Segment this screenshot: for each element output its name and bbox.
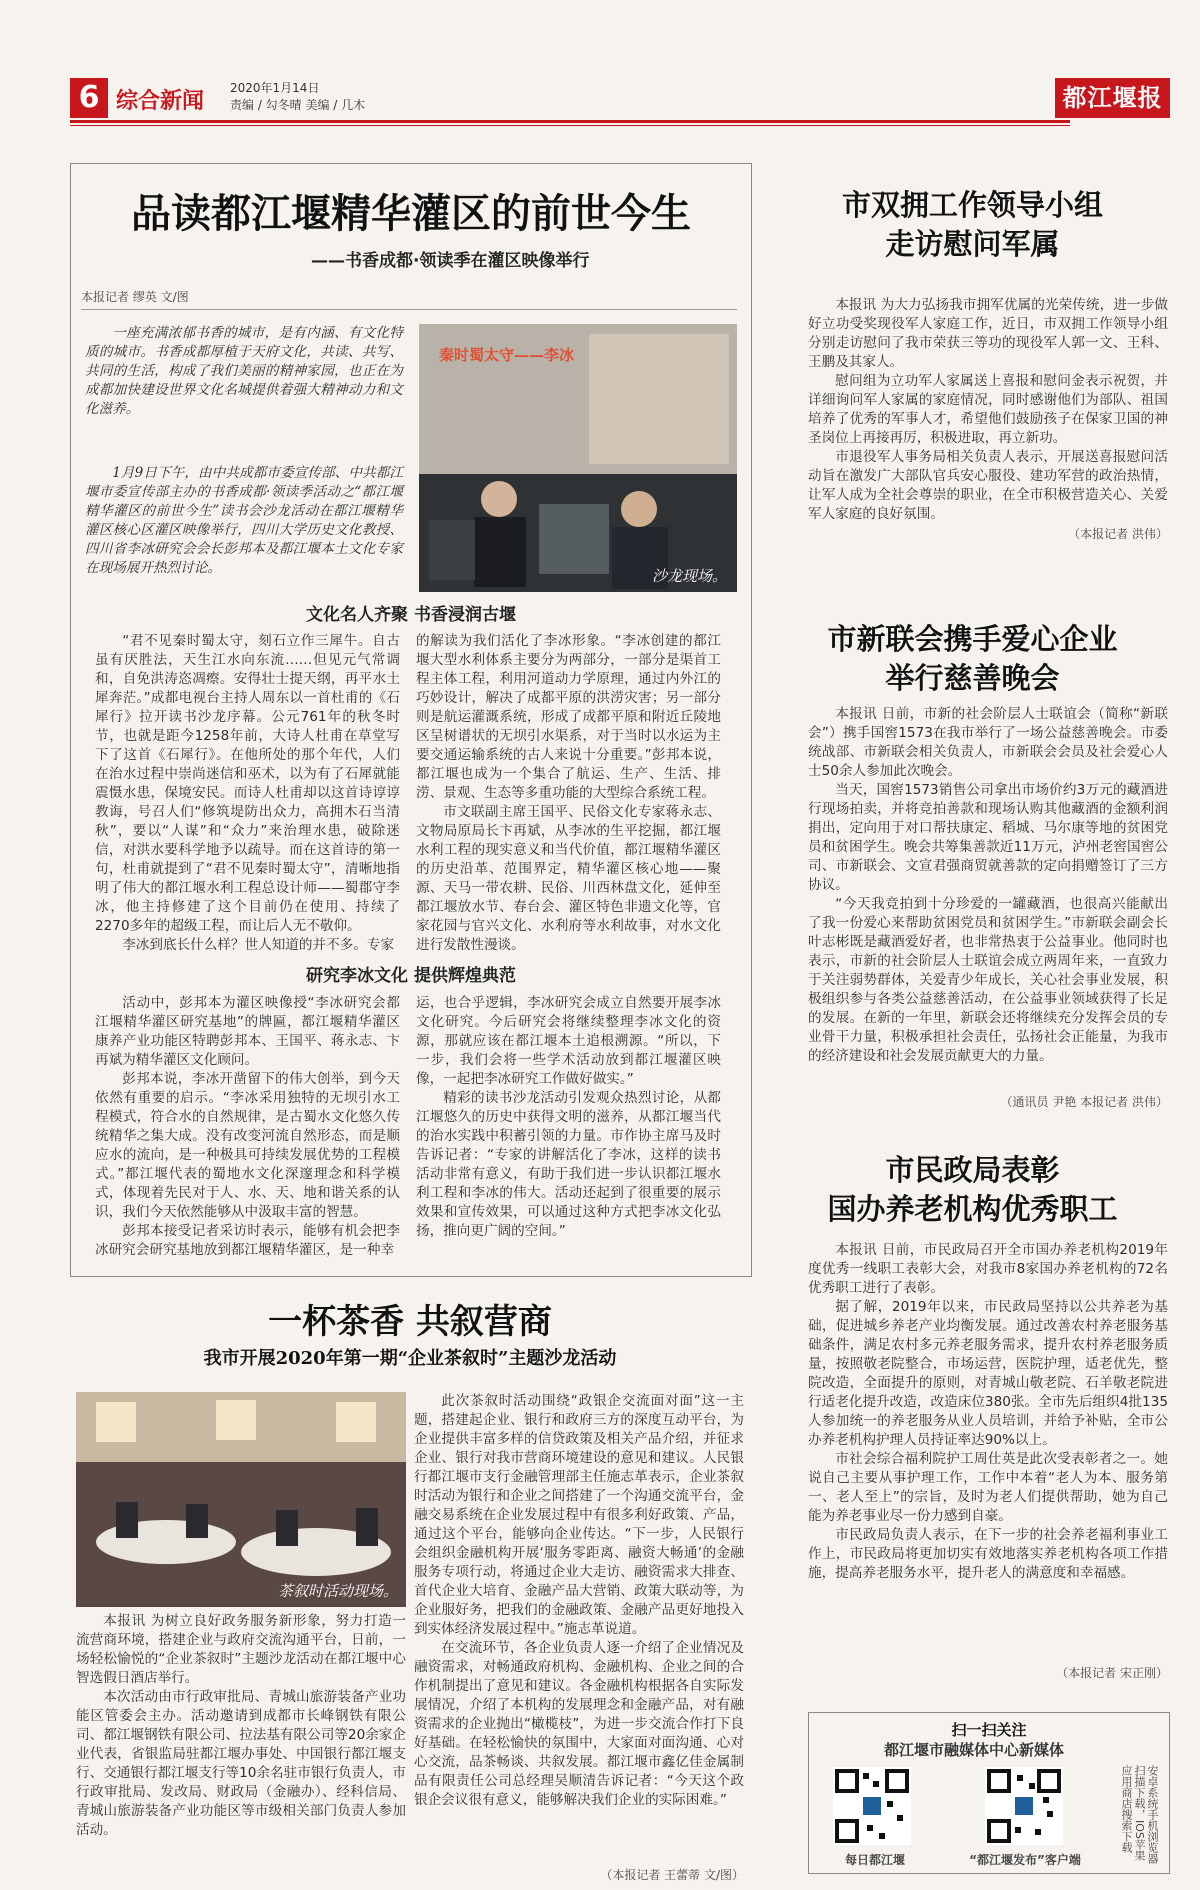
subheading-research: 研究李冰文化 提供辉煌典范 (306, 966, 516, 986)
article-title: 品读都江堰精华灌区的前世今生 (131, 190, 691, 237)
article2-signature: （本报记者 洪伟） (1068, 527, 1168, 541)
section-title: 综合新闻 (116, 89, 205, 114)
research-right-p1: 运，也合乎逻辑，李冰研究会成立自然要开展李冰文化研究。今后研究会将继续整理李冰文化的资源，那就应该在都江堰本土追根溯源。“所以，下一步，我们会将一些学术活动放到都江堰灌区映像，一起把李冰研究工作做好做实。” (416, 995, 721, 1087)
byline-rule (81, 309, 737, 310)
article4-title-line2: 国办养老机构优秀职工 (827, 1192, 1118, 1226)
photo-caption: 沙龙现场。 (651, 567, 727, 585)
article3-p3: “今天我竞拍到十分珍爱的一罐藏酒，也很高兴能献出了我一份爱心来帮助贫困党员和贫困学生。”市新联会副会长叶志彬既是藏酒爱好者，也非常热衷于公益事业。他同时也表示，市新的社会阶层人士联谊会成立两周年来，一直致力于关注弱势群体，关爱青少年成长，关心社会事业发展，积极组织参与各类公益慈善活动，在公益事业领域获得了长足的发展。在新的一年里，新联会还将继续充分发挥会员的专业骨干力量，积极承担社会责任，弘扬社会正能量，为我市的经济建设和社会发展贡献更大的力量。 (808, 896, 1168, 1064)
issue-date: 2020年1月14日 (230, 81, 320, 95)
article3-title-line2: 举行慈善晚会 (885, 661, 1060, 695)
intro-paragraph: 1月9日下午，由中共成都市委宣传部、中共都江堰市委宣传部主办的书香成都·领读季活动之“都江堰精华灌区的前世今生”读书会沙龙活动在都江堰精华灌区核心区灌区映像举行，四川大学历史文化教授、四川省李冰研究会会长彭邦本及都江堰本土文化专家在现场展开热烈讨论。 (85, 465, 403, 576)
article-subtitle: ——书香成都·领读季在灌区映像举行 (311, 251, 590, 271)
qr-subheading: 都江堰市融媒体中心新媒体 (883, 1741, 1064, 1759)
article3-p1: 本报讯 日前，市新的社会阶层人士联谊会（简称“新联会”）携手国窖1573在我市举行了一场公益慈善晚会。市委统战部、市新联会相关负责人，市新联会会员及社会爱心人士50余人参加此次晚会。 (808, 706, 1168, 779)
article2-p1: 本报讯 为大力弘扬我市拥军优属的光荣传统，进一步做好立功受奖现役军人家庭工作，近日，市双拥工作领导小组分别走访慰问了我市荣获三等功的现役军人郭一文、王科、王鹏及其家人。 (808, 297, 1168, 370)
qr-right-label: “都江堰发布”客户端 (969, 1853, 1081, 1867)
article2-title-line2: 走访慰问军属 (885, 227, 1060, 261)
article4-p1: 本报讯 日前，市民政局召开全市国办养老机构2019年度优秀一线职工表彰大会，对我市8家国办养老机构的72名优秀职工进行了表彰。 (808, 1242, 1168, 1296)
qr-left-label: 每日都江堰 (844, 1853, 905, 1867)
research-left-p1: 活动中，彭邦本为灌区映像授“李冰研究会都江堰精华灌区研究基地”的牌匾，都江堰精华灌区康养产业功能区特聘彭邦本、王国平、蒋永志、卞再斌为精华灌区文化顾问。 (95, 995, 400, 1068)
tea-salon-photo (76, 1392, 406, 1607)
article5-subtitle: 我市开展2020年第一期“企业茶叙时”主题沙龙活动 (203, 1348, 617, 1369)
article4-title-line1: 市民政局表彰 (885, 1153, 1060, 1187)
article4-p3: 市社会综合福利院护工周仕英是此次受表彰者之一。她说自己主要从事护理工作，工作中本着“老人为本、服务第一、老人至上”的宗旨，及时为老人们提供帮助，她为自己能为养老事业尽一份力感到自豪。 (808, 1451, 1168, 1524)
article3-signature: （通讯员 尹艳 本报记者 洪伟） (1000, 1095, 1168, 1109)
tea-photo-caption: 茶叙时活动现场。 (277, 1582, 398, 1600)
article5-left-p2: 本次活动由市行政审批局、青城山旅游装备产业功能区管委会主办。活动邀请到成都市长峰钢铁有限公司、都江堰钢铁有限公司、拉法基有限公司等20余家企业代表，省银监局驻都江堰办事处、中国银行都江堰支行、交通银行都江堰支行等10余名驻市银行负责人，市行政审批局、发改局、财政局（金融办）、经科信局、青城山旅游装备产业功能区等市级相关部门负责人参加活动。 (76, 1689, 406, 1838)
article3-title-line1: 市新联会携手爱心企业 (827, 622, 1118, 656)
masthead-rule (70, 120, 1070, 123)
article4-body (808, 1241, 1168, 1653)
culture-left-p2: 李冰到底长什么样？世人知道的并不多。专家 (122, 937, 395, 953)
page-number: 6 (70, 78, 108, 118)
culture-right-p1: 的解读为我们活化了李冰形象。“李冰创建的都江堰大型水利体系主要分为两部分，一部分是渠首工程主体工程，利用河道动力学原理，通过内外江的巧妙设计，解决了成都平原的洪涝灾害；另一部分则是航运灌溉系统，形成了成都平原和附近丘陵地区呈树谱状的无坝引水渠系，对于当时以水运为主要交通运输系统的古人来说十分重要。”彭邦本说，都江堰也成为一个集合了航运、生产、生活、排涝、景观、生态等多重功能的大型综合系统工程。 (416, 633, 721, 801)
paper-logo: 都江堰报 (1055, 78, 1170, 118)
culture-left-col (95, 632, 400, 953)
qr-code-left[interactable] (833, 1767, 911, 1845)
qr-side-text: 安卓系统手机浏览器扫描下载，IOS苹果应用商店搜索下载 (1120, 1765, 1159, 1864)
article4-signature: （本报记者 宋正刚） (1056, 1666, 1168, 1680)
salon-photo (419, 324, 737, 592)
article5-right-p1: 此次茶叙时活动围绕“政银企交流面对面”这一主题，搭建起企业、银行和政府三方的深度互动平台，为企业提供丰富多样的信贷政策及相关产品介绍，并征求企业、银行对我市营商环境建设的意见和建议。人民银行都江堰市支行金融管理部主任施志革表示，企业茶叙时活动为银行和企业之间搭建了一个沟通交流平台，金融交易系统在企业发展过程中有很多利好政策、产品，通过这个平台，能够向企业传达。“下一步，人民银行会组织金融机构开展‘服务零距离、融资大畅通’的金融服务专项行动，将通过企业大走访、融资需求大排查、首代企业大培育、金融产品大营销、政策大联动等，为企业服好务，把我们的金融政策、金融产品更好地投入到实体经济发展过程中。”施志革说道。 (414, 1393, 744, 1637)
article4-p2: 据了解，2019年以来，市民政局坚持以公共养老为基础，促进城乡养老产业均衡发展。通过改善农村养老服务基础条件，满足农村多元养老服务需求，提升农村养老服务质量，按照敬老院整合，市场运营，医院护理，适老优先，整院改造，全面提升的原则，对青城山敬老院、石羊敬老院进行适老化提升改造，改造床位380张。全市先后组织4批135人参加统一的养老服务从业人员培训，并给予补贴，全市公办养老机构护理人员持证率达90%以上。 (808, 1299, 1168, 1448)
qr-heading: 扫一扫关注 (951, 1721, 1027, 1739)
qr-follow-box (808, 1712, 1170, 1874)
research-left-col (95, 994, 400, 1266)
editors-credit: 责编 / 勾冬晴 美编 / 几木 (230, 98, 366, 112)
article2-p2: 慰问组为立功军人家属送上喜报和慰问金表示祝贺，并详细询问军人家属的家庭情况，同时感谢他们为部队、祖国培养了优秀的军事人才，希望他们鼓励孩子在保家卫国的神圣岗位上再接再厉，积极进取，再立新功。 (808, 373, 1168, 446)
article5-left (76, 1612, 406, 1862)
article-byline: 本报记者 缪英 文/图 (81, 290, 189, 304)
article2-body (808, 296, 1168, 522)
research-left-p2: 彭邦本说，李冰开凿留下的伟大创举，到今天依然有重要的启示。“李冰采用独特的无坝引水工程模式，符合水的自然规律，是古蜀水文化悠久传统精华之集大成。没有改变河流自然形态，而是顺应水的流向，是一种极具可持续发展优势的工程模式。”都江堰代表的蜀地水文化深邃理念和科学模式，体现着先民对于人、水、天、地和谐关系的认识，我们今天依然能够从中汲取丰富的智慧。 (95, 1071, 400, 1220)
article2-p3: 市退役军人事务局相关负责人表示，开展送喜报慰问活动旨在激发广大部队官兵安心服役、建功军营的政治热情，让军人成为全社会尊崇的职业，在全市积极营造关心、关爱军人家庭的良好氛围。 (808, 449, 1168, 522)
masthead-info (230, 80, 365, 114)
article4-p4: 市民政局负责人表示，在下一步的社会养老福利事业工作上，市民政局将更加切实有效地落实养老机构各项工作措施，提高养老服务水平，提升老人的满意度和幸福感。 (808, 1527, 1168, 1581)
qr-code-right[interactable] (985, 1767, 1063, 1845)
photo-banner: 秦时蜀太守——李冰 (439, 346, 575, 364)
article5-left-p1: 本报讯 为树立良好政务服务新形象，努力打造一流营商环境，搭建企业与政府交流沟通平台，日前，一场轻松愉悦的“企业茶叙时”主题沙龙活动在都江堰中心智选假日酒店举行。 (76, 1613, 406, 1686)
article5-right (414, 1392, 744, 1862)
article5-title: 一杯茶香 共叙营商 (268, 1302, 552, 1342)
culture-left-p1: “君不见秦时蜀太守，刻石立作三犀牛。自古虽有厌胜法，天生江水向东流……但见元气常调和，自免洪涛恣凋瘵。安得壮士提天纲，再平水土犀奔茫。”成都电视台主持人周东以一首杜甫的《石犀行》拉开读书沙龙序幕。公元761年的秋冬时节，也就是距今1258年前，大诗人杜甫在草堂写下了这首《石犀行》。在他所处的那个年代，人们在治水过程中崇尚迷信和巫术，以为有了石犀就能震慑水患，保境安民。而诗人杜甫却以这首诗谆谆教诲，号召人们“修筑堤防出众力，高拥木石当清秋”，要以“人谋”和“众力”来治理水患，破除迷信，对洪水要科学地予以疏导。而在这首诗的第一句，杜甫就提到了“君不见秦时蜀太守”，清晰地指明了伟大的都江堰水利工程总设计师——蜀郡守李冰，他主持修建了这个目前仍在使用、持续了2270多年的超级工程，而让后人无不敬仰。 (95, 633, 400, 934)
culture-right-col (416, 632, 721, 953)
research-right-col (416, 994, 721, 1266)
culture-right-p2: 市文联副主席王国平、民俗文化专家蒋永志、文物局原局长卞再斌，从李冰的生平挖掘，都江堰水利工程的现实意义和当代价值，都江堰精华灌区的历史沿革、范围界定，精华灌区核心地——聚源、天马一带农耕、民俗、川西林盘文化，延伸至都江堰放水节、春台会、灌区特色非遗文化等，官家花园与官兴文化、水利府等水利故事，对水文化进行发散性漫谈。 (416, 804, 721, 953)
article5-signature: （本报记者 王蕾蒂 文/图） (600, 1868, 744, 1882)
article5-right-p2: 在交流环节，各企业负责人逐一介绍了企业情况及融资需求，对畅通政府机构、金融机构、企业之间的合作机制提出了意见和建议。各金融机构根据各自实际发展情况，介绍了本机构的发展理念和金融产品，对有融资需求的企业抛出“橄榄枝”，为进一步交流合作打下良好基础。在轻松愉快的氛围中，大家面对面沟通、心对心交流，品茶畅谈、共叙发展。都江堰市鑫亿佳金属制品有限责任公司总经理吴顺清告诉记者：“今天这个政银企会议很有意义，能够解决我们企业的实际困难。” (414, 1640, 744, 1808)
research-left-p3: 彭邦本接受记者采访时表示，能够有机会把李冰研究会研究基地放到都江堰精华灌区，是一种幸 (95, 1223, 400, 1258)
research-right-p2: 精彩的读书沙龙活动引发观众热烈讨论，从都江堰悠久的历史中获得文明的滋养，从都江堰当代的治水实践中积蓄引领的力量。市作协主席马及时告诉记者：“专家的讲解活化了李冰，这样的读书活动非常有意义，有助于我们进一步认识都江堰水利工程和李冰的伟大。活动还起到了很重要的展示效果和宣传效果，可以通过这种方式把李冰文化弘扬，推向更广阔的空间。” (416, 1090, 721, 1239)
article3-body (808, 705, 1168, 1090)
article3-p2: 当天，国窖1573销售公司拿出市场价约3万元的藏酒进行现场拍卖，并将竞拍善款和现场认购其他藏酒的金额利润捐出，定向用于对口帮扶康定、稻城、马尔康等地的贫困党员和贫困学生。晚会共筹集善款近11万元，泸州老窖国窖公司、市新联会、文宣君强商贸就善款的定向捐赠签订了三方协议。 (808, 782, 1168, 893)
masthead-rule-thin (70, 125, 1070, 126)
article-reading-salon (70, 163, 752, 1277)
subheading-culture: 文化名人齐聚 书香浸润古堰 (306, 605, 516, 625)
masthead (70, 78, 1170, 118)
lead-paragraph: 一座充满浓郁书香的城市，是有内涵、有文化特质的城市。书香成都厚植于天府文化，共读、共写、共同的生活，构成了我们美丽的精神家园，也正在为成都加快建设世界文化名城提供着强大精神动力和文化滋养。 (85, 325, 403, 417)
article2-title-line1: 市双拥工作领导小组 (841, 188, 1103, 222)
